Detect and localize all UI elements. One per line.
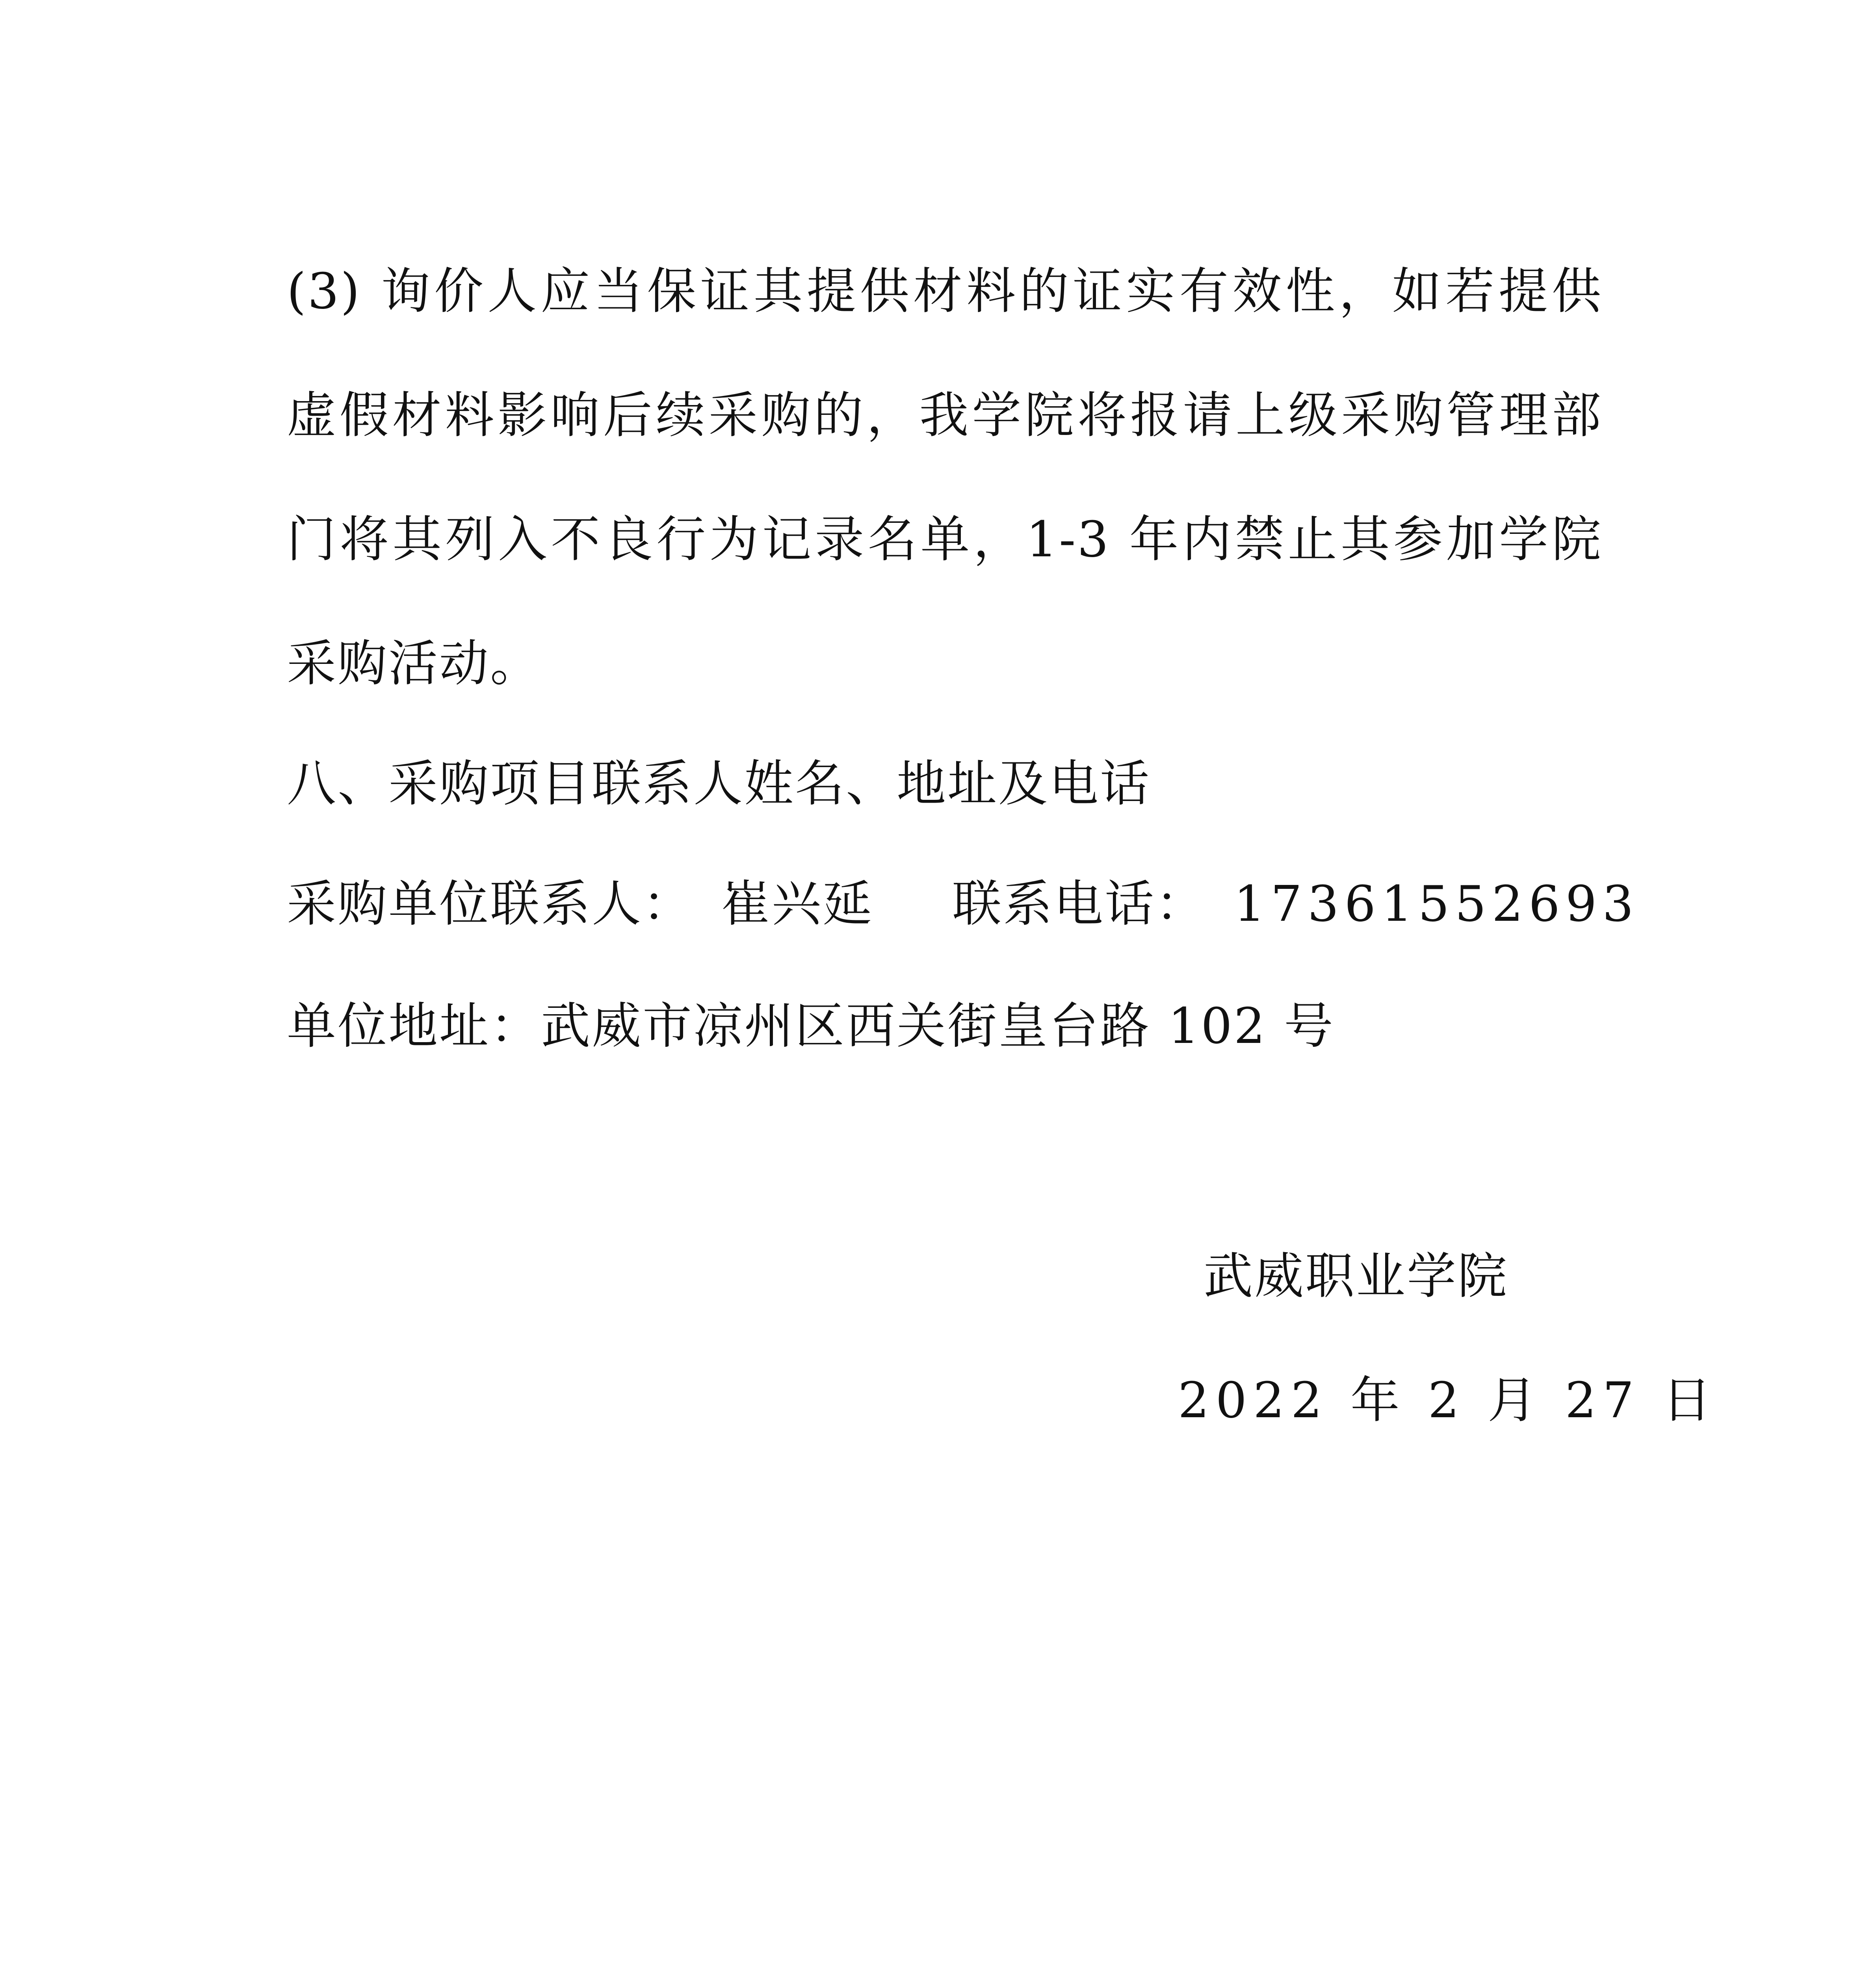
paragraph-3-line-3: 门将其列入不良行为记录名单，1-3 年内禁止其参加学院 (287, 511, 1603, 568)
address-line: 单位地址：武威市凉州区西关街皇台路 102 号 (287, 998, 1335, 1055)
paragraph-3-line-1: (3) 询价人应当保证其提供材料的证实有效性，如若提供 (287, 263, 1603, 320)
contact-name: 崔兴延 (721, 875, 873, 933)
signature-date: 2022 年 2 月 27 日 (1178, 1372, 1718, 1429)
phone-label: 联系电话： (952, 875, 1206, 933)
section-8-heading: 八、采购项目联系人姓名、地址及电话 (287, 755, 1151, 812)
contact-label: 采购单位联系人： (287, 875, 693, 933)
signature-organization: 武威职业学院 (1204, 1248, 1508, 1305)
contact-row (287, 873, 1639, 936)
paragraph-3-line-4: 采购活动。 (287, 635, 541, 692)
paragraph-3-line-2: 虚假材料影响后续采购的，我学院将报请上级采购管理部 (287, 387, 1603, 444)
phone-value: 17361552693 (1234, 875, 1639, 933)
